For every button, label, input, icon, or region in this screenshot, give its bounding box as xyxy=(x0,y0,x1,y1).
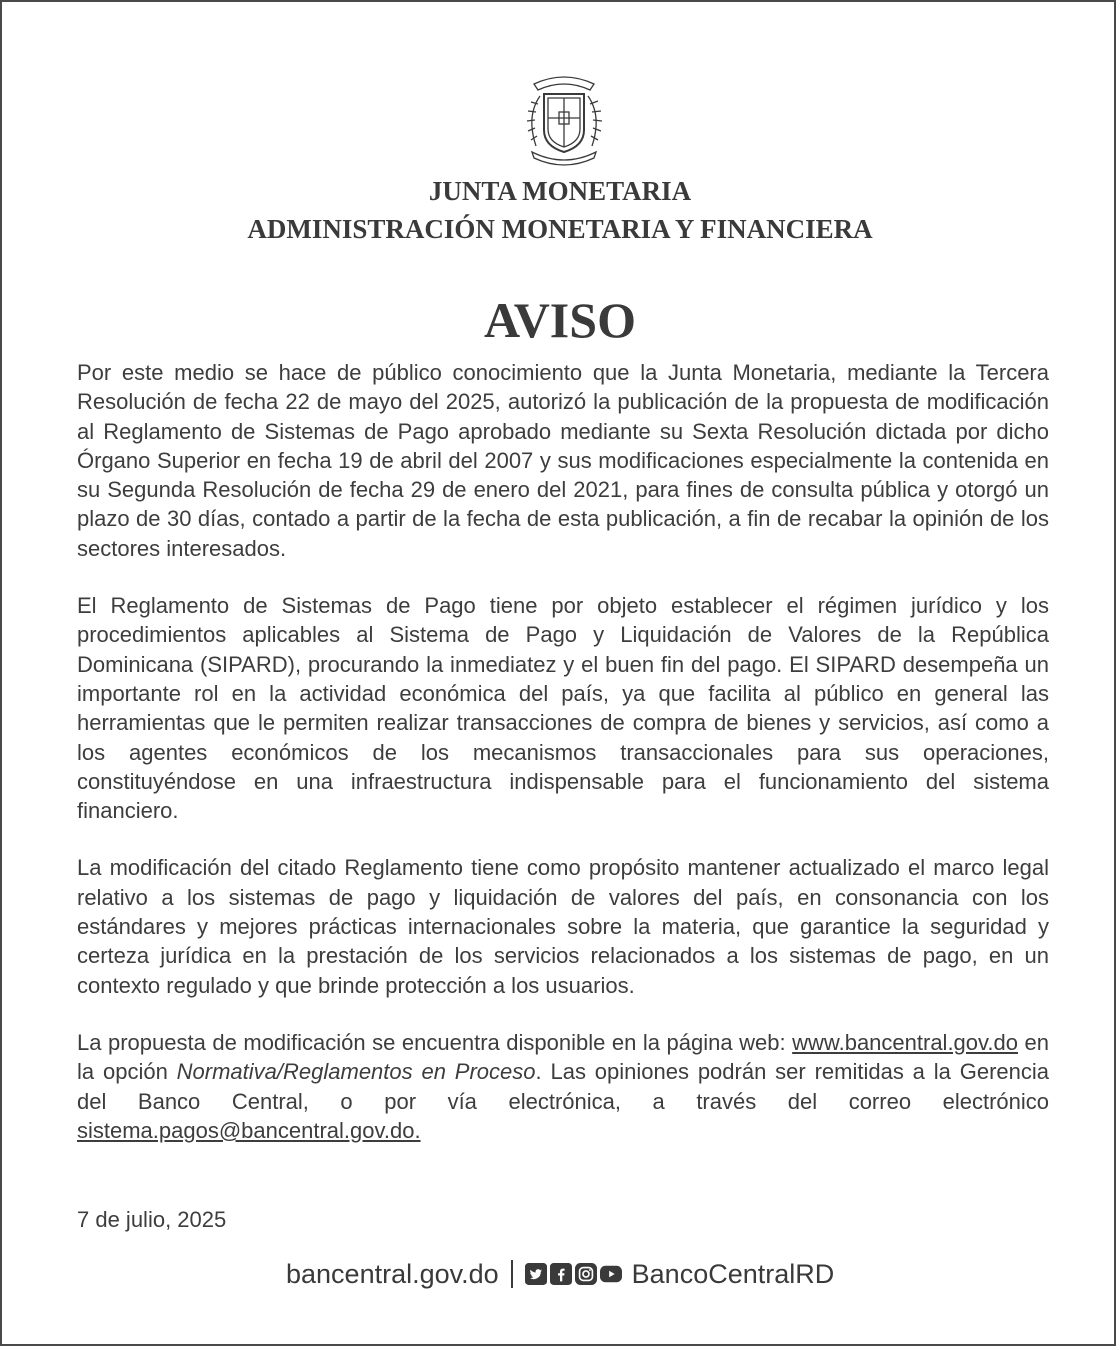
notice-date: 7 de julio, 2025 xyxy=(77,1207,227,1232)
footer-website[interactable]: bancentral.gov.do xyxy=(286,1258,499,1289)
footer xyxy=(286,1256,834,1292)
youtube-icon[interactable] xyxy=(600,1263,622,1285)
org-name-line-2: ADMINISTRACIÓN MONETARIA Y FINANCIERA xyxy=(247,214,873,244)
notice-body xyxy=(77,358,1049,1173)
option-path: Normativa/Reglamentos en Proceso xyxy=(176,1059,536,1085)
facebook-icon[interactable] xyxy=(550,1263,572,1285)
paragraph-1: Por este medio se hace de público conocimiento que la Junta Monetaria, mediante la Tercera Resolución de fecha 22 de mayo del 2025, autorizó la publicación de la propuesta de modificación al Reglamento de Sistemas de Pago aprobado mediante su Sexta Resolución dictada por dicho Órgano Superior en fecha 19 de abril del 2007 y sus modificaciones especialmente la contenida en su Segunda Resolución de fecha 29 de enero del 2021, para fines de consulta pública y otorgó un plazo de 30 días, contado a partir de la fecha de esta publicación, a fin de recabar la opinión de los sectores interesados. xyxy=(77,360,1049,561)
org-name-line-1: JUNTA MONETARIA xyxy=(428,176,692,206)
paragraph-4-part-1: La propuesta de modificación se encuentra disponible en la página web: xyxy=(77,1029,793,1055)
paragraph-4-part-3: . Las opiniones podrán ser remitidas a la Gerencia del Banco Central, o por vía electrónica, a través del correo electrónico xyxy=(77,1059,1049,1114)
instagram-icon[interactable] xyxy=(575,1263,597,1285)
coat-of-arms-seal xyxy=(514,72,614,168)
paragraph-4 xyxy=(77,1028,1049,1145)
footer-social-handle[interactable]: BancoCentralRD xyxy=(631,1258,835,1289)
twitter-icon[interactable] xyxy=(525,1263,547,1285)
website-link[interactable]: www.bancentral.gov.do xyxy=(792,1029,1018,1055)
paragraph-2: El Reglamento de Sistemas de Pago tiene por objeto establecer el régimen jurídico y los procedimientos aplicables al Sistema de Pago y Liquidación de Valores de la República Dominicana (SIPARD), procurando la inmediatez y el buen fin del pago. El SIPARD desempeña un importante rol en la actividad económica del país, ya que facilita al público en general las herramientas que le permiten realizar transacciones de compra de bienes y servicios, así como a los agentes económicos de los mecanismos transaccionales para sus operaciones, constituyéndose en una infraestructura indispensable para el funcionamiento del sistema financiero. xyxy=(77,593,1049,824)
notice-title: AVISO xyxy=(484,292,636,348)
email-link[interactable]: sistema.pagos@bancentral.gov.do. xyxy=(77,1117,421,1143)
paragraph-3: La modificación del citado Reglamento tiene como propósito mantener actualizado el marco legal relativo a los sistemas de pago y liquidación de valores del país, en consonancia con los estándares y mejores prácticas internacionales sobre la materia, que garantice la seguridad y certeza jurídica en la prestación de los servicios relacionados a los sistemas de pago, en un contexto regulado y que brinde protección a los usuarios. xyxy=(77,855,1049,998)
paragraph-4-part-2: en la opción xyxy=(77,1029,1049,1085)
footer-divider xyxy=(511,1260,513,1288)
